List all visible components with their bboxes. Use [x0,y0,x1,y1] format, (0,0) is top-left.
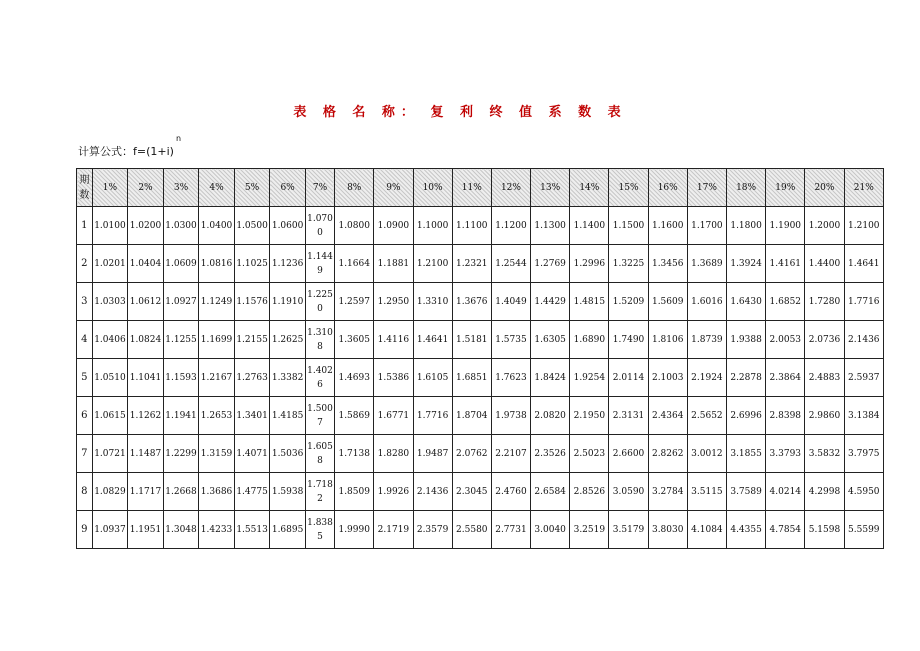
factor-cell: 2.8398 [766,397,805,435]
factor-cell: 1.7716 [413,397,452,435]
factor-cell: 1.1600 [648,207,687,245]
rate-header: 3% [163,169,199,207]
factor-cell: 2.2107 [491,435,530,473]
factor-cell: 2.5023 [570,435,609,473]
factor-cell: 1.1449 [305,245,334,283]
factor-cell: 1.0816 [199,245,235,283]
factor-cell: 1.6305 [531,321,570,359]
rate-header: 4% [199,169,235,207]
factor-cell: 1.2544 [491,245,530,283]
rate-header: 2% [128,169,164,207]
factor-cell: 1.0510 [92,359,128,397]
period-cell: 6 [77,397,93,435]
table-row [77,397,884,435]
factor-cell: 2.4364 [648,397,687,435]
factor-cell: 1.1664 [335,245,374,283]
factor-cell: 3.8030 [648,511,687,549]
factor-cell: 1.5609 [648,283,687,321]
factor-cell: 2.2878 [727,359,766,397]
factor-cell: 1.2653 [199,397,235,435]
factor-cell: 2.0114 [609,359,648,397]
factor-cell: 1.1576 [234,283,270,321]
factor-cell: 1.7490 [609,321,648,359]
header-row [77,169,884,207]
factor-cell: 2.3526 [531,435,570,473]
rate-header: 14% [570,169,609,207]
factor-cell: 1.8106 [648,321,687,359]
factor-cell: 1.9990 [335,511,374,549]
rate-header: 7% [305,169,334,207]
rate-header: 17% [687,169,726,207]
factor-cell: 1.9388 [727,321,766,359]
formula-expression: f=(1+i) [133,145,174,158]
factor-cell: 1.3605 [335,321,374,359]
factor-cell: 1.2668 [163,473,199,511]
factor-cell: 1.2155 [234,321,270,359]
factor-cell: 2.1924 [687,359,726,397]
factor-cell: 2.3131 [609,397,648,435]
factor-cell: 2.1436 [844,321,883,359]
factor-cell: 1.8739 [687,321,726,359]
factor-cell: 3.7589 [727,473,766,511]
factor-cell: 1.0404 [128,245,164,283]
factor-cell: 5.5599 [844,511,883,549]
rate-header: 13% [531,169,570,207]
rate-header: 20% [805,169,844,207]
factor-cell: 2.8262 [648,435,687,473]
table-row [77,435,884,473]
factor-cell: 1.6895 [270,511,306,549]
factor-cell: 2.1719 [374,511,413,549]
factor-cell: 1.0600 [270,207,306,245]
factor-cell: 3.5179 [609,511,648,549]
factor-cell: 1.1800 [727,207,766,245]
factor-cell: 3.1855 [727,435,766,473]
factor-cell: 1.5209 [609,283,648,321]
factor-cell: 2.0762 [452,435,491,473]
factor-cell: 1.4641 [413,321,452,359]
factor-cell: 1.1400 [570,207,609,245]
factor-cell: 1.0615 [92,397,128,435]
factor-cell: 1.3108 [305,321,334,359]
factor-cell: 1.1487 [128,435,164,473]
factor-cell: 1.1000 [413,207,452,245]
rate-header: 15% [609,169,648,207]
factor-cell: 1.3382 [270,359,306,397]
factor-cell: 1.5869 [335,397,374,435]
factor-cell: 1.8509 [335,473,374,511]
factor-cell: 2.4760 [491,473,530,511]
factor-cell: 1.0927 [163,283,199,321]
period-cell: 8 [77,473,93,511]
factor-cell: 1.1200 [491,207,530,245]
factor-cell: 1.1951 [128,511,164,549]
factor-cell: 3.1384 [844,397,883,435]
rate-header: 6% [270,169,306,207]
rate-header: 1% [92,169,128,207]
table-title: 表 格 名 称： 复 利 终 值 系 数 表 [293,105,627,120]
factor-cell: 1.0721 [92,435,128,473]
factor-cell: 2.1950 [570,397,609,435]
factor-cell: 2.6600 [609,435,648,473]
factor-cell: 2.0736 [805,321,844,359]
table-row [77,511,884,549]
factor-cell: 1.0400 [199,207,235,245]
factor-cell: 1.1100 [452,207,491,245]
factor-cell: 1.1910 [270,283,306,321]
table-row [77,283,884,321]
table-row [77,207,884,245]
factor-cell: 1.1699 [199,321,235,359]
period-cell: 1 [77,207,93,245]
factor-cell: 1.8385 [305,511,334,549]
factor-cell: 2.6584 [531,473,570,511]
table-row [77,321,884,359]
rate-header: 9% [374,169,413,207]
factor-cell: 1.4049 [491,283,530,321]
factor-cell: 2.8526 [570,473,609,511]
factor-cell: 1.5938 [270,473,306,511]
factor-cell: 1.5007 [305,397,334,435]
factor-cell: 1.8704 [452,397,491,435]
factor-cell: 1.3686 [199,473,235,511]
factor-cell: 1.7623 [491,359,530,397]
factor-cell: 4.0214 [766,473,805,511]
factor-cell: 1.9487 [413,435,452,473]
period-cell: 9 [77,511,93,549]
factor-cell: 1.3456 [648,245,687,283]
factor-cell: 1.9738 [491,397,530,435]
formula [78,134,182,159]
factor-cell: 1.0300 [163,207,199,245]
factor-cell: 1.2167 [199,359,235,397]
factor-cell: 1.2597 [335,283,374,321]
factor-cell: 1.0609 [163,245,199,283]
period-cell: 5 [77,359,93,397]
factor-cell: 3.2519 [570,511,609,549]
factor-cell: 5.1598 [805,511,844,549]
factor-cell: 1.3048 [163,511,199,549]
factor-cell: 1.1025 [234,245,270,283]
factor-cell: 1.8280 [374,435,413,473]
factor-cell: 2.1003 [648,359,687,397]
factor-cell: 3.0040 [531,511,570,549]
compound-interest-table [76,168,884,549]
rate-header: 12% [491,169,530,207]
factor-cell: 1.2321 [452,245,491,283]
rate-header: 16% [648,169,687,207]
factor-cell: 1.2100 [844,207,883,245]
factor-cell: 3.5115 [687,473,726,511]
factor-cell: 1.6058 [305,435,334,473]
factor-cell: 2.5580 [452,511,491,549]
factor-cell: 4.1084 [687,511,726,549]
factor-cell: 1.1236 [270,245,306,283]
factor-cell: 1.6852 [766,283,805,321]
factor-cell: 4.5950 [844,473,883,511]
factor-cell: 1.0612 [128,283,164,321]
factor-cell: 1.0829 [92,473,128,511]
factor-cell: 2.0053 [766,321,805,359]
rate-header: 18% [727,169,766,207]
factor-cell: 3.0590 [609,473,648,511]
period-cell: 7 [77,435,93,473]
factor-cell: 1.1300 [531,207,570,245]
rate-header: 19% [766,169,805,207]
factor-cell: 1.3924 [727,245,766,283]
factor-cell: 1.6771 [374,397,413,435]
rate-header: 8% [335,169,374,207]
factor-cell: 1.1249 [199,283,235,321]
factor-cell: 1.4641 [844,245,883,283]
factor-cell: 1.5735 [491,321,530,359]
factor-cell: 2.5652 [687,397,726,435]
period-cell: 4 [77,321,93,359]
factor-cell: 1.1593 [163,359,199,397]
factor-cell: 3.2784 [648,473,687,511]
rate-header: 5% [234,169,270,207]
factor-cell: 3.7975 [844,435,883,473]
factor-cell: 1.7138 [335,435,374,473]
factor-cell: 1.6105 [413,359,452,397]
factor-cell: 3.5832 [805,435,844,473]
factor-cell: 1.6016 [687,283,726,321]
factor-cell: 1.4693 [335,359,374,397]
factor-cell: 1.3225 [609,245,648,283]
factor-cell: 1.3676 [452,283,491,321]
factor-cell: 1.4161 [766,245,805,283]
rate-header: 10% [413,169,452,207]
factor-cell: 1.0201 [92,245,128,283]
factor-cell: 1.9926 [374,473,413,511]
factor-cell: 1.2763 [234,359,270,397]
factor-cell: 1.0303 [92,283,128,321]
factor-cell: 1.4775 [234,473,270,511]
factor-cell: 1.2996 [570,245,609,283]
factor-cell: 1.0700 [305,207,334,245]
factor-cell: 1.4185 [270,397,306,435]
factor-cell: 1.9254 [570,359,609,397]
factor-cell: 2.1436 [413,473,452,511]
factor-cell: 2.6996 [727,397,766,435]
factor-cell: 2.0820 [531,397,570,435]
factor-cell: 1.3310 [413,283,452,321]
rate-header: 21% [844,169,883,207]
factor-cell: 2.3864 [766,359,805,397]
period-cell: 2 [77,245,93,283]
factor-cell: 1.2250 [305,283,334,321]
factor-cell: 2.7731 [491,511,530,549]
period-header: 期数 [77,169,93,207]
table-row [77,473,884,511]
factor-cell: 1.1262 [128,397,164,435]
table-row [77,245,884,283]
factor-cell: 1.8424 [531,359,570,397]
formula-label: 计算公式： [78,145,133,158]
formula-exponent: n [175,134,182,143]
factor-cell: 2.3045 [452,473,491,511]
factor-cell: 1.1500 [609,207,648,245]
factor-cell: 1.1255 [163,321,199,359]
factor-cell: 1.3159 [199,435,235,473]
factor-cell: 1.2299 [163,435,199,473]
period-cell: 3 [77,283,93,321]
factor-cell: 1.6890 [570,321,609,359]
factor-cell: 2.9860 [805,397,844,435]
factor-cell: 1.4116 [374,321,413,359]
factor-cell: 4.2998 [805,473,844,511]
factor-cell: 4.7854 [766,511,805,549]
factor-cell: 1.3401 [234,397,270,435]
factor-cell: 1.1881 [374,245,413,283]
factor-cell: 1.2625 [270,321,306,359]
factor-cell: 1.5036 [270,435,306,473]
factor-cell: 1.4026 [305,359,334,397]
factor-cell: 1.4071 [234,435,270,473]
factor-cell: 1.0900 [374,207,413,245]
factor-cell: 1.0100 [92,207,128,245]
factor-cell: 1.0406 [92,321,128,359]
factor-cell: 1.0500 [234,207,270,245]
factor-cell: 1.2000 [805,207,844,245]
factor-cell: 1.7280 [805,283,844,321]
factor-cell: 1.0937 [92,511,128,549]
factor-cell: 1.6430 [727,283,766,321]
factor-cell: 1.4233 [199,511,235,549]
rate-header: 11% [452,169,491,207]
factor-cell: 1.6851 [452,359,491,397]
factor-cell: 1.0824 [128,321,164,359]
factor-cell: 1.4400 [805,245,844,283]
factor-cell: 2.3579 [413,511,452,549]
factor-cell: 1.5181 [452,321,491,359]
factor-cell: 1.0200 [128,207,164,245]
factor-cell: 2.5937 [844,359,883,397]
factor-cell: 2.4883 [805,359,844,397]
table-row [77,359,884,397]
factor-cell: 3.0012 [687,435,726,473]
factor-cell: 1.7716 [844,283,883,321]
factor-cell: 1.2769 [531,245,570,283]
factor-cell: 1.2100 [413,245,452,283]
factor-cell: 1.1717 [128,473,164,511]
factor-cell: 3.3793 [766,435,805,473]
factor-cell: 1.0800 [335,207,374,245]
factor-cell: 1.4429 [531,283,570,321]
factor-cell: 1.7182 [305,473,334,511]
factor-cell: 1.5386 [374,359,413,397]
factor-cell: 1.1700 [687,207,726,245]
factor-cell: 1.5513 [234,511,270,549]
factor-cell: 1.2950 [374,283,413,321]
factor-cell: 1.1941 [163,397,199,435]
factor-cell: 1.4815 [570,283,609,321]
factor-cell: 1.1900 [766,207,805,245]
factor-cell: 4.4355 [727,511,766,549]
factor-cell: 1.1041 [128,359,164,397]
factor-cell: 1.3689 [687,245,726,283]
